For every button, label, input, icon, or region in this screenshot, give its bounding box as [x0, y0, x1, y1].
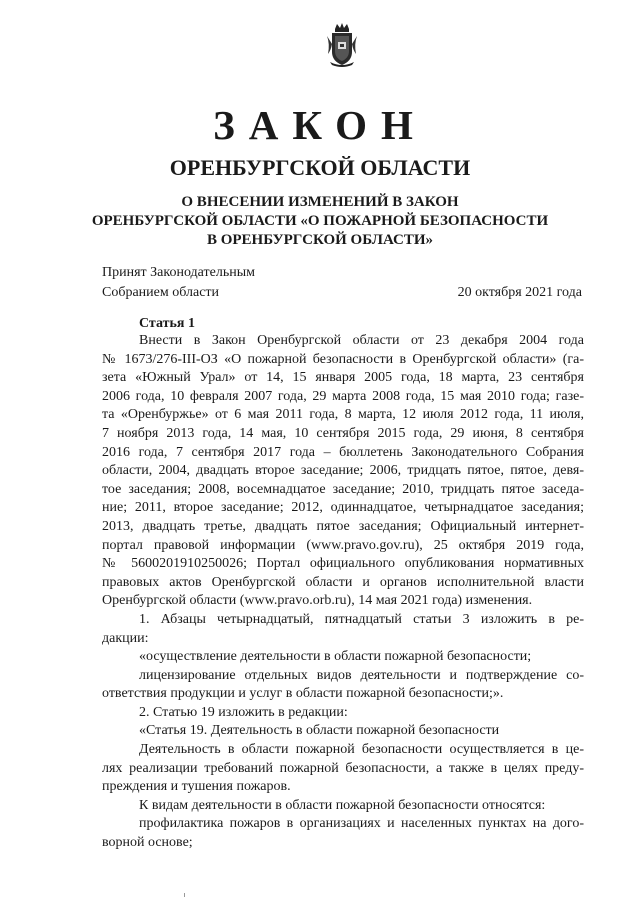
- body-text-line: 7 ноября 2013 года, 14 мая, 10 сентября 2015 года, 29 июня, 8 сентября: [102, 425, 584, 441]
- adoption-info: [102, 263, 255, 303]
- law-subject: [0, 193, 640, 250]
- article-body: [102, 332, 584, 853]
- law-title: ЗАКОН: [213, 102, 427, 148]
- body-text-line: профилактика пожаров в организациях и населенных пунктах на дого-: [139, 816, 584, 832]
- body-text-line: «Статья 19. Деятельность в области пожарной безопасности: [139, 723, 500, 739]
- body-text-line: лях реализации требований пожарной безопасности, а также в целях преду-: [102, 760, 584, 776]
- body-text-line: ние; 2011, второе заседание; 2012, одиннадцатое, четырнадцатое заседания;: [102, 500, 584, 516]
- body-text-line: та «Оренбуржье» от 6 мая 2011 года, 8 марта, 12 июля 2012 года, 11 июля,: [102, 407, 584, 423]
- body-text-line: «осуществление деятельности в области пожарной безопасности;: [139, 649, 532, 665]
- body-text-line: зета «Южный Урал» от 14, 15 января 2005 года, 18 марта, 23 сентября: [102, 370, 584, 386]
- law-subject-line: О ВНЕСЕНИИ ИЗМЕНЕНИЙ В ЗАКОН: [181, 194, 459, 210]
- body-text-line: 2006 года, 10 февраля 2007 года, 29 марта 2008 года, 15 мая 2010 года; газе-: [102, 388, 584, 404]
- body-text-line: 2013, двадцать третье, двадцать пятое заседания; Официальный интернет-: [102, 518, 584, 534]
- body-text-line: № 1673/276-III-ОЗ «О пожарной безопасности в Оренбургской области» (га-: [102, 351, 584, 367]
- body-text-line: Деятельность в области пожарной безопасности осуществляется в це-: [139, 742, 584, 758]
- body-text-line: № 5600201910250026; Портал официального опубликования нормативных: [102, 556, 584, 572]
- body-text-line: дакции:: [102, 630, 149, 646]
- law-subject-line: ОРЕНБУРГСКОЙ ОБЛАСТИ «О ПОЖАРНОЙ БЕЗОПАСНОСТИ: [91, 213, 549, 229]
- oblast-coat-of-arms-icon: [322, 22, 362, 68]
- body-text-line: преждения и тушения пожаров.: [102, 779, 291, 795]
- body-text-line: Оренбургской области (www.pravo.orb.ru), 14 мая 2021 года) изменения.: [102, 593, 533, 609]
- body-text-line: 2016 года, 7 сентября 2017 года – бюллетень Законодательного Собрания: [102, 444, 584, 460]
- body-text-line: Внести в Закон Оренбургской области от 23 декабря 2004 года: [139, 333, 584, 348]
- body-text-line: ворной основе;: [102, 835, 193, 851]
- page-mark: [184, 893, 185, 897]
- adoption-line: Собранием области: [102, 285, 220, 300]
- law-subject-line: В ОРЕНБУРГСКОЙ ОБЛАСТИ»: [206, 232, 434, 248]
- region-title: ОРЕНБУРГСКОЙ ОБЛАСТИ: [169, 155, 471, 180]
- body-text-line: портал правовой информации (www.pravo.gov.ru), 25 октября 2019 года,: [102, 537, 584, 553]
- article-heading: Статья 1: [139, 316, 195, 331]
- adoption-date: 20 октября 2021 года: [457, 285, 582, 300]
- body-text-line: ответствия продукции и услуг в области пожарной безопасности;».: [102, 686, 504, 702]
- body-text-line: области, 2004, двадцать второе заседание; 2006, тридцать пятое, пятое, девя-: [102, 463, 584, 479]
- body-text-line: К видам деятельности в области пожарной безопасности относятся:: [139, 797, 546, 813]
- body-text-line: лицензирование отдельных видов деятельности и подтверждение со-: [139, 667, 584, 683]
- body-text-line: 1. Абзацы четырнадцатый, пятнадцатый статьи 3 изложить в ре-: [139, 611, 584, 627]
- body-text-line: тое заседания; 2008, восемнадцатое заседание; 2010, тридцать пятое заседа-: [102, 481, 584, 497]
- body-text-line: правовых актов Оренбургской области и органов исполнительной власти: [102, 574, 584, 590]
- adoption-line: Принят Законодательным: [102, 265, 255, 280]
- body-text-line: 2. Статью 19 изложить в редакции:: [139, 704, 348, 720]
